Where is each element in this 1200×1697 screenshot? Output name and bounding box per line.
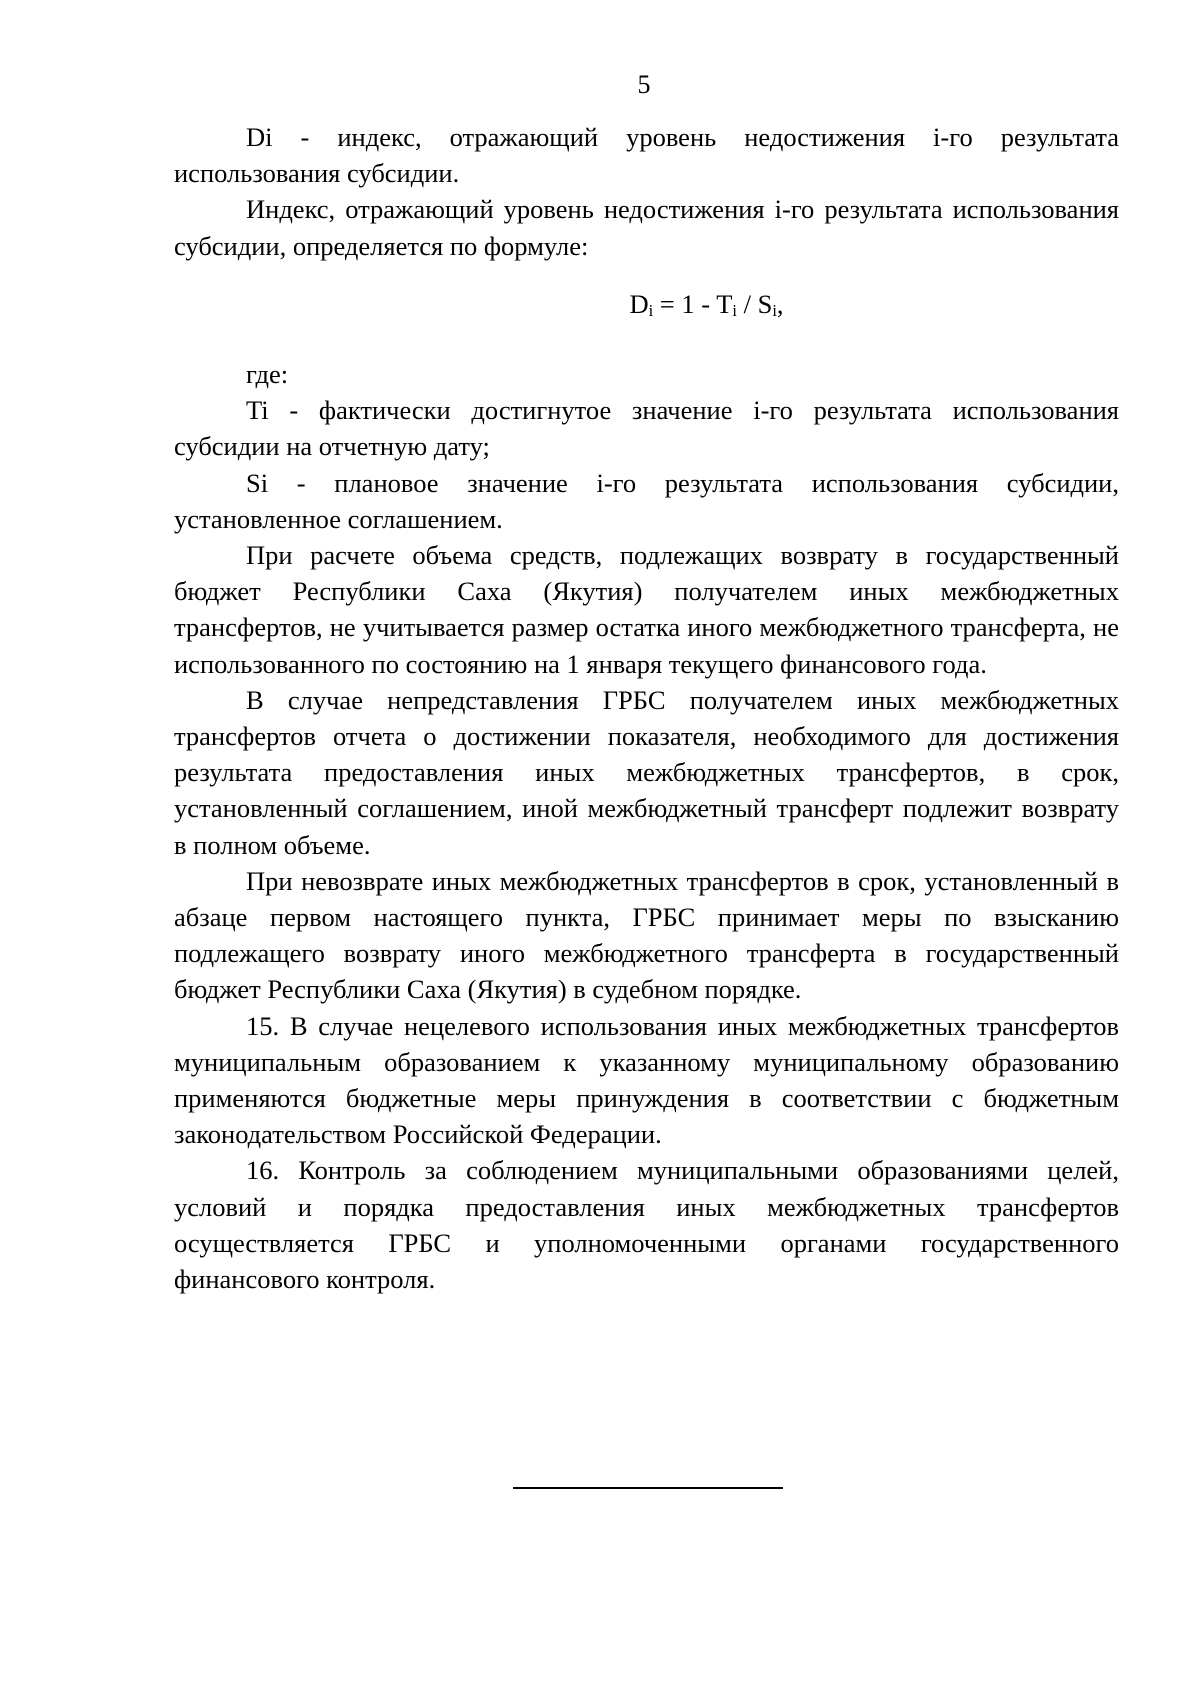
formula-d: D	[629, 288, 649, 319]
end-divider	[513, 1487, 783, 1489]
formula-slash: / S	[736, 288, 773, 319]
formula-s-subscript: i	[772, 300, 777, 320]
paragraph-return-calculation: При расчете объема средств, подлежащих возврату в государственный бюджет Республики Саха (Якутия) получателем иных межбюджетных трансфертов, не учитывается размер остатка иного межбюджетного трансферта, не использованного по состоянию на 1 января текущего финансового года.	[174, 540, 1119, 679]
page-number: 5	[637, 70, 651, 99]
formula-middle: = 1 - T	[653, 288, 733, 319]
formula-di	[174, 264, 1119, 356]
paragraph-report-failure: В случае непредставления ГРБС получателем иных межбюджетных трансфертов отчета о достижении показателя, необходимого для достижения результата предоставления иных межбюджетных трансфертов, в срок, установленный соглашением, иной межбюджетный трансферт подлежит возврату в полном объеме.	[174, 684, 1119, 860]
paragraph-non-return: При невозврате иных межбюджетных трансфертов в срок, установленный в абзаце первом настоящего пункта, ГРБС принимает меры по взысканию подлежащего возврату иного межбюджетного трансферта в государственный бюджет Республики Саха (Якутия) в судебном порядке.	[174, 865, 1119, 1005]
formula-t-subscript: i	[732, 300, 737, 320]
paragraph-di-definition: Di - индекс, отражающий уровень недостижения i-го результата использования субсидии.	[174, 122, 1119, 189]
formula-tail: ,	[776, 288, 784, 319]
document-body	[174, 119, 1119, 1297]
formula-d-subscript: i	[648, 300, 654, 320]
paragraph-si-definition: Si - плановое значение i-го результата использования субсидии, установленное соглашением.	[174, 467, 1119, 534]
paragraph-ti-definition: Ti - фактически достигнутое значение i-го результата использования субсидии на отчетную дату;	[174, 395, 1119, 462]
paragraph-index-formula-intro: Индекс, отражающий уровень недостижения i-го результата использования субсидии, определяется по формуле:	[174, 194, 1119, 261]
paragraph-item-16: 16. Контроль за соблюдением муниципальными образованиями целей, условий и порядка предоставления иных межбюджетных трансфертов осуществляется ГРБС и уполномоченными органами государственного финансового контроля.	[174, 1155, 1119, 1295]
paragraph-where: где:	[246, 359, 289, 390]
paragraph-item-15: 15. В случае нецелевого использования иных межбюджетных трансфертов муниципальным образованием к указанному муниципальному образованию применяются бюджетные меры принуждения в соответствии с бюджетным законодательством Российской Федерации.	[174, 1010, 1119, 1150]
